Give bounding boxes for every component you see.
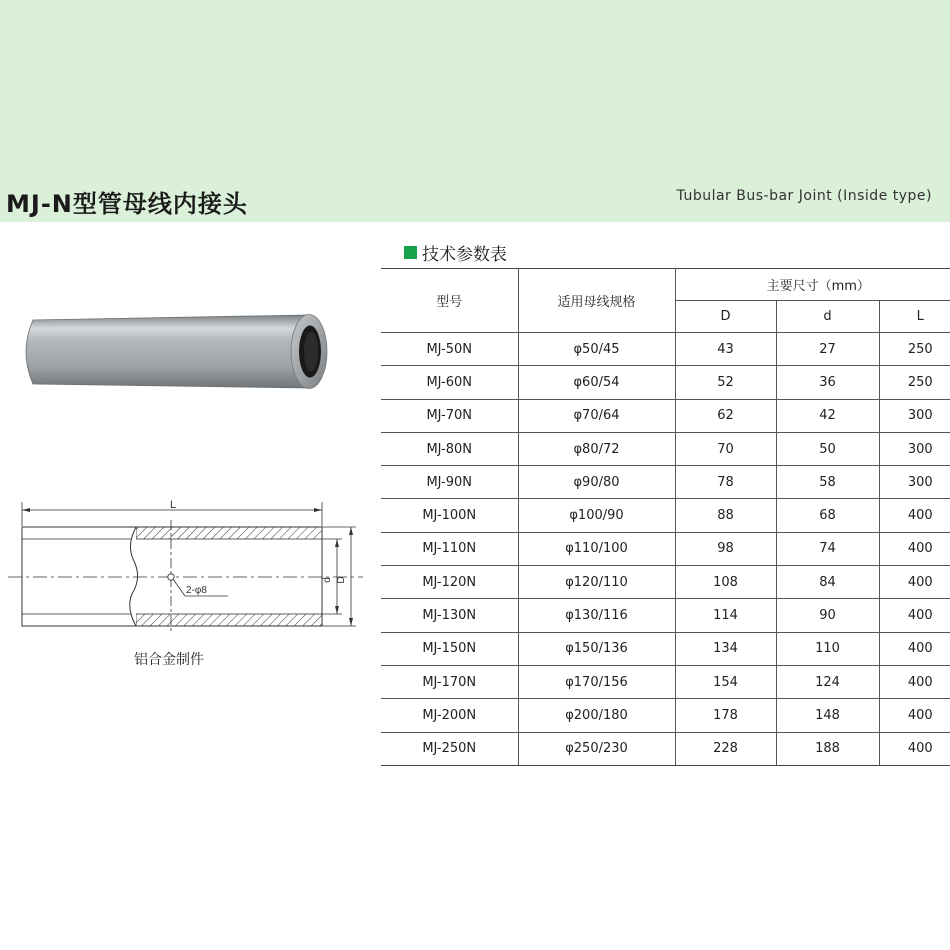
cell-l: 400 <box>879 599 950 632</box>
table-row <box>381 466 950 499</box>
cell-d: 108 <box>675 566 776 599</box>
cell-model: MJ-200N <box>381 699 518 732</box>
cell-model: MJ-130N <box>381 599 518 632</box>
table-row <box>381 366 950 399</box>
cell-spec: φ50/45 <box>518 333 675 366</box>
header-L: L <box>879 301 950 333</box>
cell-d-inner: 74 <box>776 532 879 565</box>
table-row <box>381 532 950 565</box>
table-row <box>381 399 950 432</box>
dim-d-label: d <box>322 577 333 583</box>
cell-l: 400 <box>879 532 950 565</box>
cell-d-inner: 148 <box>776 699 879 732</box>
cell-l: 250 <box>879 366 950 399</box>
cell-d: 228 <box>675 732 776 765</box>
cell-l: 250 <box>879 333 950 366</box>
cell-model: MJ-50N <box>381 333 518 366</box>
table-row <box>381 632 950 665</box>
cell-l: 400 <box>879 632 950 665</box>
green-square-icon <box>404 246 417 259</box>
page-title: MJ-N型管母线内接头 <box>6 190 248 218</box>
cell-d: 114 <box>675 599 776 632</box>
header-d: d <box>776 301 879 333</box>
header-main-dims: 主要尺寸（mm） <box>675 269 950 301</box>
cell-spec: φ100/90 <box>518 499 675 532</box>
cell-spec: φ80/72 <box>518 432 675 465</box>
cell-spec: φ150/136 <box>518 632 675 665</box>
cell-spec: φ70/64 <box>518 399 675 432</box>
cell-d-inner: 124 <box>776 665 879 698</box>
cell-spec: φ120/110 <box>518 566 675 599</box>
cell-spec: φ90/80 <box>518 466 675 499</box>
cell-model: MJ-90N <box>381 466 518 499</box>
cell-d: 70 <box>675 432 776 465</box>
cell-model: MJ-110N <box>381 532 518 565</box>
drawing-caption: 铝合金制件 <box>134 652 204 668</box>
cell-model: MJ-70N <box>381 399 518 432</box>
cell-l: 400 <box>879 499 950 532</box>
cell-d-inner: 90 <box>776 599 879 632</box>
table-row <box>381 566 950 599</box>
cell-spec: φ170/156 <box>518 665 675 698</box>
page-subtitle-en: Tubular Bus-bar Joint (Inside type) <box>676 188 932 204</box>
cell-d-inner: 58 <box>776 466 879 499</box>
cell-l: 300 <box>879 399 950 432</box>
cell-d-inner: 36 <box>776 366 879 399</box>
table-row <box>381 333 950 366</box>
header-model: 型号 <box>381 269 518 333</box>
cell-d-inner: 68 <box>776 499 879 532</box>
cell-d-inner: 84 <box>776 566 879 599</box>
table-row <box>381 499 950 532</box>
table-row <box>381 665 950 698</box>
cell-d: 154 <box>675 665 776 698</box>
cell-d: 88 <box>675 499 776 532</box>
cell-model: MJ-120N <box>381 566 518 599</box>
cell-l: 400 <box>879 665 950 698</box>
section-heading <box>404 240 507 265</box>
cell-d-inner: 42 <box>776 399 879 432</box>
table-row <box>381 732 950 765</box>
spec-table-body <box>381 333 950 766</box>
product-photo <box>15 308 330 396</box>
cell-spec: φ110/100 <box>518 532 675 565</box>
cell-d: 134 <box>675 632 776 665</box>
hole-callout: 2-φ8 <box>186 585 207 596</box>
header-D: D <box>675 301 776 333</box>
technical-drawing <box>8 496 368 636</box>
cell-d-inner: 188 <box>776 732 879 765</box>
cell-model: MJ-170N <box>381 665 518 698</box>
cell-l: 300 <box>879 466 950 499</box>
cell-d: 178 <box>675 699 776 732</box>
table-row <box>381 599 950 632</box>
cell-d: 98 <box>675 532 776 565</box>
cell-d: 78 <box>675 466 776 499</box>
cell-l: 400 <box>879 566 950 599</box>
cell-l: 400 <box>879 732 950 765</box>
cell-d-inner: 110 <box>776 632 879 665</box>
dim-D-label: D <box>336 576 347 584</box>
section-title: 技术参数表 <box>422 245 507 265</box>
cell-spec: φ200/180 <box>518 699 675 732</box>
cell-model: MJ-250N <box>381 732 518 765</box>
cell-d-inner: 27 <box>776 333 879 366</box>
cell-spec: φ250/230 <box>518 732 675 765</box>
cell-model: MJ-150N <box>381 632 518 665</box>
cell-model: MJ-80N <box>381 432 518 465</box>
spec-table <box>381 268 950 766</box>
cell-d: 43 <box>675 333 776 366</box>
cell-d: 62 <box>675 399 776 432</box>
cell-d: 52 <box>675 366 776 399</box>
cell-l: 300 <box>879 432 950 465</box>
dim-L-label: L <box>170 499 177 511</box>
table-row <box>381 432 950 465</box>
cell-spec: φ130/116 <box>518 599 675 632</box>
cell-model: MJ-100N <box>381 499 518 532</box>
table-row <box>381 699 950 732</box>
cell-model: MJ-60N <box>381 366 518 399</box>
header-busbar-spec: 适用母线规格 <box>518 269 675 333</box>
cell-spec: φ60/54 <box>518 366 675 399</box>
cell-l: 400 <box>879 699 950 732</box>
cell-d-inner: 50 <box>776 432 879 465</box>
